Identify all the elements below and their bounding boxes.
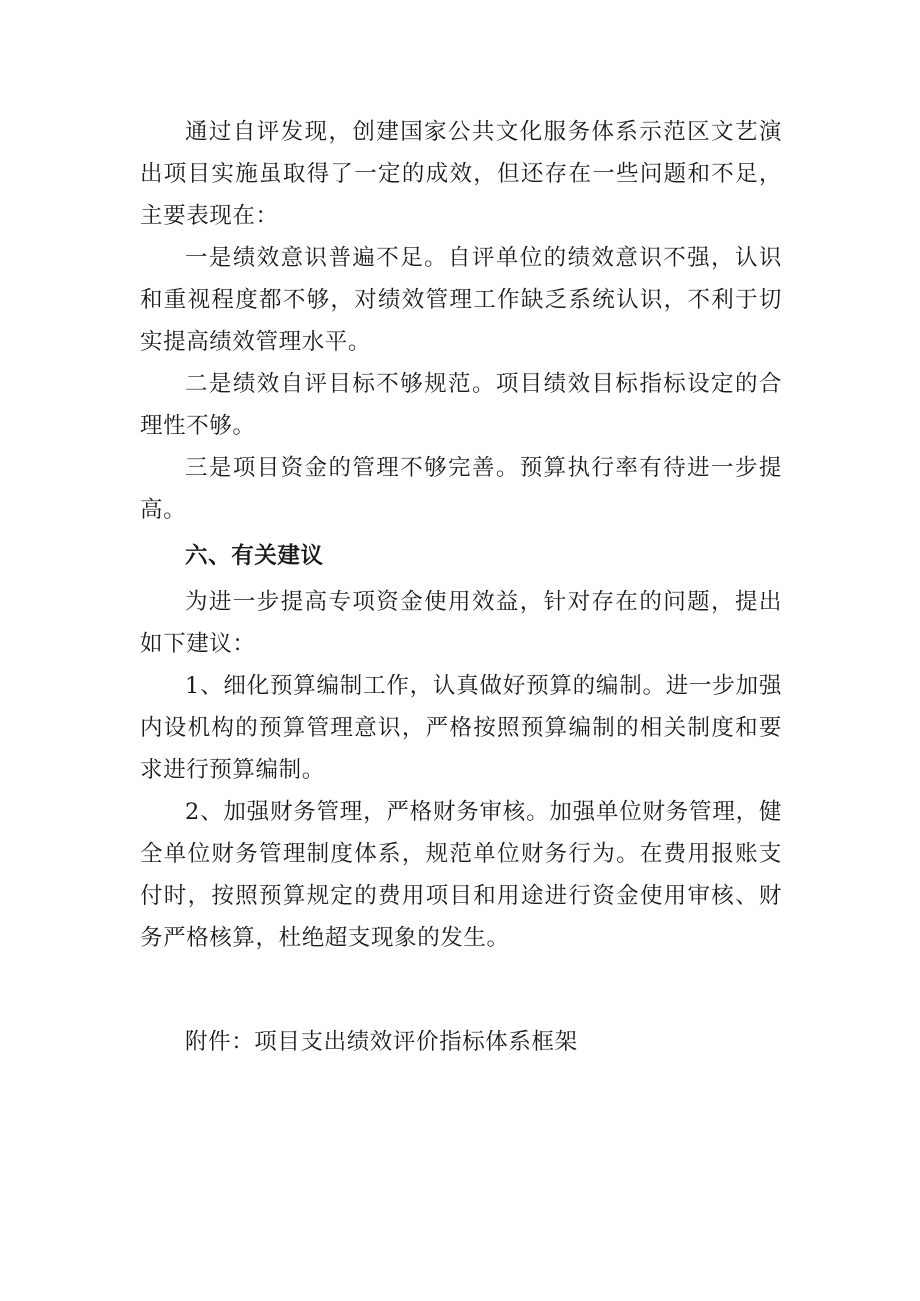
paragraph-suggestion-intro: 为进一步提高专项资金使用效益，针对存在的问题，提出如下建议：	[140, 589, 782, 657]
paragraph-suggestion-2: 2、加强财务管理，严格财务审核。加强单位财务管理，健全单位财务管理制度体系，规范单位财务行为。在费用报账支付时，按照预算规定的费用项目和用途进行资金使用审核、财务严格核算，杜绝超支现象的发生。	[140, 799, 782, 951]
paragraph-issue-1: 一是绩效意识普遍不足。自评单位的绩效意识不强，认识和重视程度都不够，对绩效管理工作缺乏系统认识，不利于切实提高绩效管理水平。	[140, 245, 782, 355]
paragraph-issue-2: 二是绩效自评目标不够规范。项目绩效目标指标设定的合理性不够。	[140, 371, 782, 439]
paragraph-issue-3: 三是项目资金的管理不够完善。预算执行率有待进一步提高。	[140, 455, 782, 523]
paragraph-suggestion-1: 1、细化预算编制工作，认真做好预算的编制。进一步加强内设机构的预算管理意识，严格按照预算编制的相关制度和要求进行预算编制。	[140, 673, 782, 783]
paragraph-intro: 通过自评发现，创建国家公共文化服务体系示范区文艺演出项目实施虽取得了一定的成效，但还存在一些问题和不足，主要表现在：	[140, 119, 782, 229]
attachment-line: 附件：项目支出绩效评价指标体系框架	[185, 1029, 578, 1055]
section-heading: 六、有关建议	[185, 543, 324, 569]
